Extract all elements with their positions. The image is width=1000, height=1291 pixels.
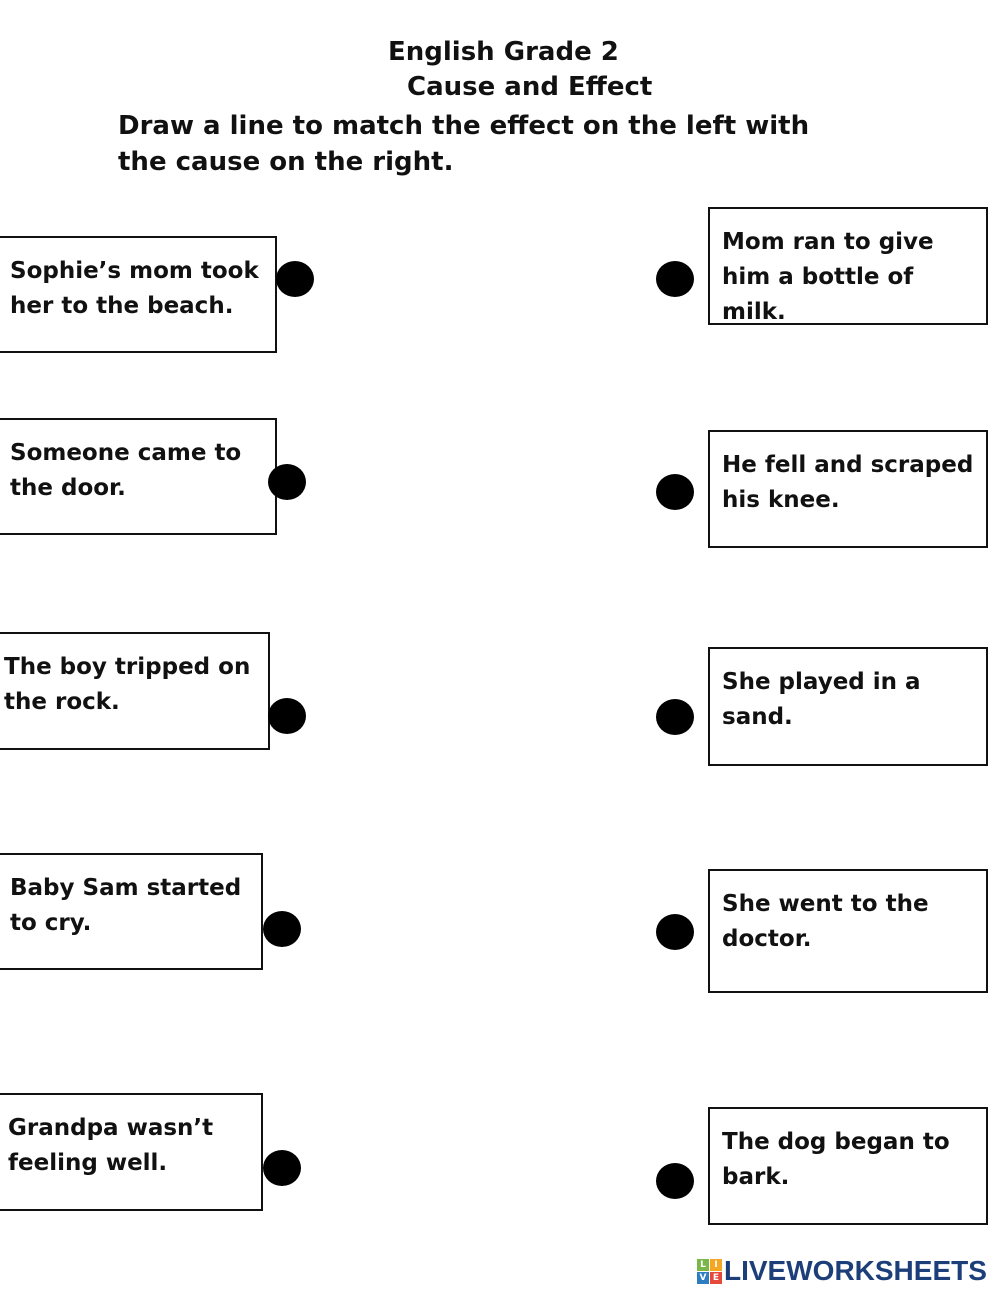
cause-box-1: Mom ran to give him a bottle of milk. — [708, 207, 988, 325]
worksheet-subtitle: Cause and Effect — [407, 72, 653, 102]
instructions: Draw a line to match the effect on the left with the cause on the right. — [118, 111, 810, 177]
effect-box-3: The boy tripped on the rock. — [0, 632, 270, 750]
cause-dot-1[interactable] — [656, 261, 694, 297]
effect-box-2: Someone came to the door. — [0, 418, 277, 535]
cause-box-3: She played in a sand. — [708, 647, 988, 766]
effect-dot-5[interactable] — [263, 1150, 301, 1186]
cause-box-5: The dog began to bark. — [708, 1107, 988, 1225]
worksheet-title: English Grade 2 — [388, 37, 619, 67]
effect-box-1: Sophie’s mom took her to the beach. — [0, 236, 277, 353]
liveworksheets-logo — [697, 1255, 987, 1287]
effect-box-5: Grandpa wasn’t feeling well. — [0, 1093, 263, 1211]
effect-dot-2[interactable] — [268, 464, 306, 500]
effect-box-4: Baby Sam started to cry. — [0, 853, 263, 970]
cause-dot-2[interactable] — [656, 474, 694, 510]
cause-box-4: She went to the doctor. — [708, 869, 988, 993]
logo-tile-l: L — [697, 1259, 709, 1271]
cause-box-2: He fell and scraped his knee. — [708, 430, 988, 548]
effect-dot-4[interactable] — [263, 911, 301, 947]
effect-dot-1[interactable] — [276, 261, 314, 297]
cause-dot-3[interactable] — [656, 699, 694, 735]
logo-tile-v: V — [697, 1272, 709, 1284]
effect-dot-3[interactable] — [268, 698, 306, 734]
logo-tiles-icon — [697, 1259, 722, 1284]
logo-tile-i: I — [710, 1259, 722, 1271]
cause-dot-5[interactable] — [656, 1163, 694, 1199]
logo-tile-e: E — [710, 1272, 722, 1284]
logo-text: LIVEWORKSHEETS — [724, 1255, 987, 1286]
cause-dot-4[interactable] — [656, 914, 694, 950]
